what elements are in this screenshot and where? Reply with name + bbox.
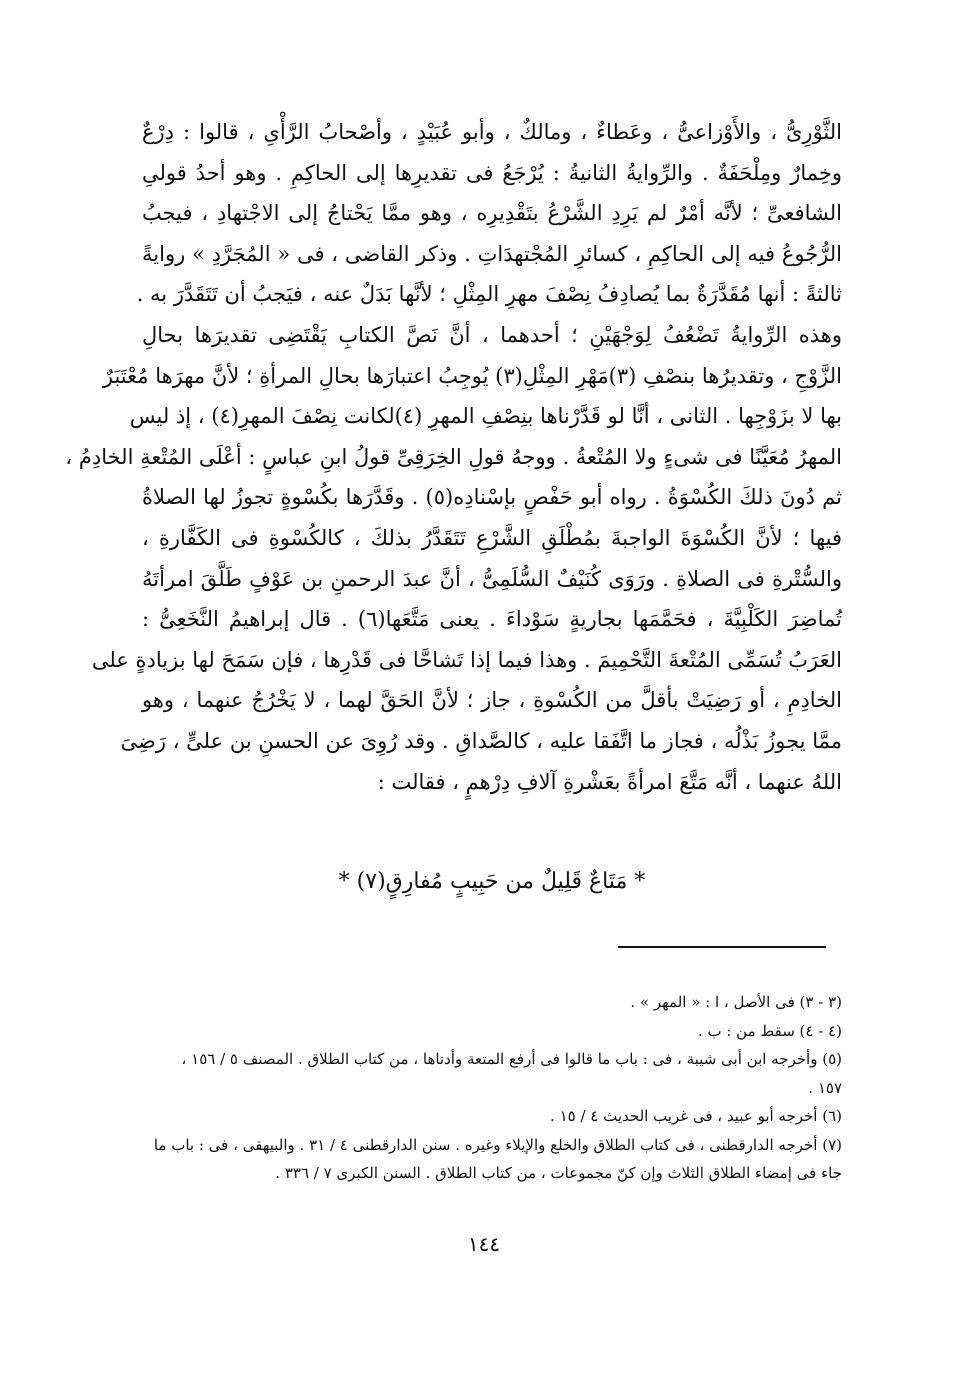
- footnote: (٦) أخرجه أبو عبيد ، فى غريب الحديث ٤ / ١٥ .: [550, 1107, 842, 1125]
- text-line: بها لا بزَوْجِها . الثانى ، أنَّا لو قَدَّرْناها بنِصْفِ المهرِ (٤)لكانت نِصْفَ المهرِ(٤) ، إذ ليس: [129, 404, 842, 429]
- text-line: ممَّا يجوزُ بَذْلُه ، فجاز ما اتَّفَقا عليه ، كالصَّداقِ . وقد رُوِىَ عن الحسنِ بن علىٍّ ، رَضِىَ: [120, 728, 842, 753]
- footnote: جاء فى إمضاء الطلاق الثلاث وإن كنّ مجموعات ، من كتاب الطلاق . السنن الكبرى ٧ / ٣٣٦ .: [275, 1164, 842, 1182]
- text-line: وخِمارٌ ومِلْحَفَةٌ . والرِّوايةُ الثانيةُ : يُرْجَعُ فى تقديرِها إلى الحاكِمِ . وهو أحدُ قولىِ: [142, 160, 842, 185]
- text-line: الشافعىِّ ؛ لأنَّه أمْرٌ لم يَرِدِ الشَّرْعُ بتَقْدِيرِه ، وهو ممَّا يَحْتاجُ إلى الاجْتهادِ ، فيجبُ: [142, 201, 842, 226]
- footnote: (٤ - ٤) سقط من : ب .: [697, 1021, 842, 1040]
- text-line: وهذه الرِّوايةُ تَضْعُفُ لِوَجْهَيْنِ ؛ أحدهما ، أنَّ نَصَّ الكتابِ يَقْتَضِى تقديرَها بحالِ: [142, 322, 842, 347]
- poetry-verse: * مَتَاعٌ قَلِيلٌ من حَبِيبٍ مُفارِقٍ(٧) *: [338, 869, 646, 894]
- footnote: ١٥٧ .: [808, 1078, 842, 1097]
- footnote: (٥) وأخرجه ابن أبى شيبة ، فى : باب ما قالوا فى أرفع المتعة وأدناها ، من كتاب الطلاق . المصنف ٥ / ١٥٦ ،: [181, 1050, 842, 1068]
- footnote: (٧) أخرجه الدارقطنى ، فى كتاب الطلاق والخلع والإيلاء وغيره . سنن الدارقطنى ٤ / ٣١ . والبيهقى ، فى : باب ما: [153, 1135, 842, 1154]
- footnote: (٣ - ٣) فى الأصل ، ا : « المهر » .: [630, 993, 842, 1011]
- text-line: الخادِمِ ، أو رَضِيَتْ بأقلَّ من الكُسْوةِ ، جاز ؛ لأنَّ الحَقَّ لهما ، لا يَخْرُجُ عنهما ، وهو: [142, 688, 842, 713]
- page-number: ١٤٤: [467, 1232, 501, 1256]
- text-line: المهرُ مُعَيَّنًا فى شىءٍ ولا المُتْعةُ . ووجهُ قولِ الخِرَقِىِّ قولُ ابنِ عباسٍ : أعْلَى المُتْعةِ الخادِمُ ،: [65, 444, 842, 469]
- text-line: الزَّوْجِ ، وتقديرُها بنصْفِ (٣)مَهْرِ المِثْلِ(٣) يُوجِبُ اعتبارَها بحالِ المرأةِ ؛ لأنَّ مهرَها مُعْتَبَرٌ: [102, 363, 842, 388]
- text-line: الثَّوْرِىُّ ، والأَوْزاعىُّ ، وعَطاءٌ ، ومالكٌ ، وأبو عُبَيْدٍ ، وأصْحابُ الرَّأْىِ ، قالوا : دِرْعٌ: [142, 120, 842, 144]
- text-line: الرُّجُوعُ فيه إلى الحاكِمِ ، كسائرِ المُجْتهدَاتِ . وذكر القاضى ، فى « المُجَرَّدِ » روايةً: [142, 241, 842, 266]
- footnote-divider: [618, 946, 826, 948]
- footnotes: [152, 988, 842, 1188]
- text-line: ثالثةً : أنها مُقَدَّرَةٌ بما يُصادِفُ نِصْفَ مهرِ المِثْلِ ؛ لأنَّها بَدَلٌ عنه ، فيَجبُ أن تَتَقَدَّرَ به .: [136, 282, 842, 307]
- text-line: تُماضِرَ الكَلْبِيَّةَ ، فحَمَّمَها بجاريةٍ سَوْداءَ . يعنى مَتَّعَها(٦) . قال إبراهيمُ النَّخَعِىُّ :: [142, 607, 843, 632]
- text-line: فيها ؛ لأنَّ الكُسْوَةَ الواجبةَ بمُطْلَقِ الشَّرْعِ تَتَقَدَّرُ بذلكَ ، كالكُسْوةِ فى الكَفَّارةِ ،: [142, 525, 842, 550]
- text-line: والسُّتْرةِ فى الصلاةِ . ورَوَى كُنَيْفٌ السُّلَمِىُّ ، أنَّ عبدَ الرحمنِ بن عَوْفٍ طَلَّقَ امرأتَهُ: [142, 566, 842, 591]
- main-text: [65, 112, 843, 802]
- text-line: اللهُ عنهما ، أنَّه مَتَّعَ امرأةً بعَشْرةِ آلافِ دِرْهمٍ ، فقالت :: [377, 769, 842, 794]
- text-line: ثم دُونَ ذلكَ الكُسْوَةُ . رواه أبو حَفْصٍ بإسْنادِه(٥) . وقَدَّرَها بكُسْوةٍ تجوزُ لها الصلاةُ: [142, 485, 842, 510]
- text-line: العَرَبُ تُسَمِّى المُتْعةَ التَّحْمِيمَ . وهذا فيما إذا تَشاحَّا فى قَدْرِها ، فإن سَمَحَ لها بزيادةٍ على: [91, 647, 842, 672]
